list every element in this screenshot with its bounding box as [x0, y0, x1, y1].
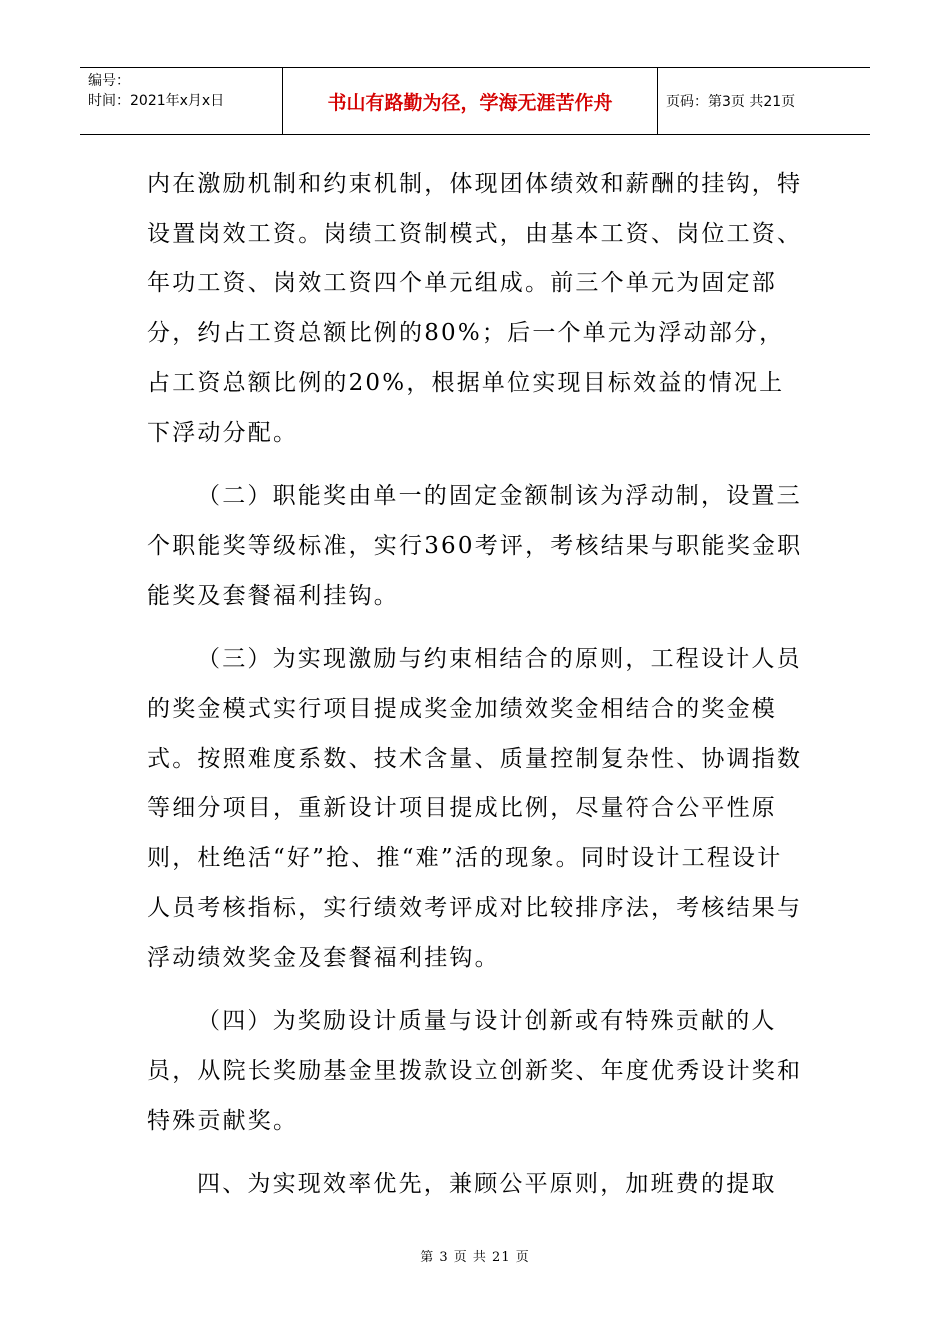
header-motto: 书山有路勤为径，学海无涯苦作舟	[283, 68, 658, 134]
paragraph: （四）为奖励设计质量与设计创新或有特殊贡献的人员，从院长奖励基金里拨款设立创新奖、年度优秀设计奖和特殊贡献奖。	[147, 1008, 803, 1134]
header-page-info: 页码：第3页 共21页	[666, 94, 796, 110]
page-footer: 第 3 页 共 21 页	[420, 1250, 530, 1265]
number-label: 编号：	[88, 73, 130, 89]
paragraph: 四、为实现效率优先，兼顾公平原则，加班费的提取	[197, 1171, 777, 1198]
paragraph: （三）为实现激励与约束相结合的原则，工程设计人员的奖金模式实行项目提成奖金加绩效奖金相结合的奖金模式。按照难度系数、技术含量、质量控制复杂性、协调指数等细分项目，重新设计项目提成比例，尽量符合公平性原则，杜绝活“好”抢、推“难”活的现象。同时设计工程设计人员考核指标，实行绩效考评成对比较排序法，考核结果与浮动绩效奖金及套餐福利挂钩。	[147, 646, 803, 971]
time-label: 时间：2021年x月x日	[88, 93, 225, 109]
paragraph: 内在激励机制和约束机制，体现团体绩效和薪酬的挂钩，特设置岗效工资。岗绩工资制模式，由基本工资、岗位工资、年功工资、岗效工资四个单元组成。前三个单元为固定部分，约占工资总额比例的80%；后一个单元为浮动部分，占工资总额比例的20%，根据单位实现目标效益的情况上下浮动分配。	[147, 171, 803, 446]
page-header	[80, 67, 870, 135]
document-body	[147, 160, 807, 1224]
header-meta	[80, 68, 283, 134]
paragraph: （二）职能奖由单一的固定金额制该为浮动制，设置三个职能奖等级标准，实行360考评，考核结果与职能奖金职能奖及套餐福利挂钩。	[147, 483, 803, 609]
